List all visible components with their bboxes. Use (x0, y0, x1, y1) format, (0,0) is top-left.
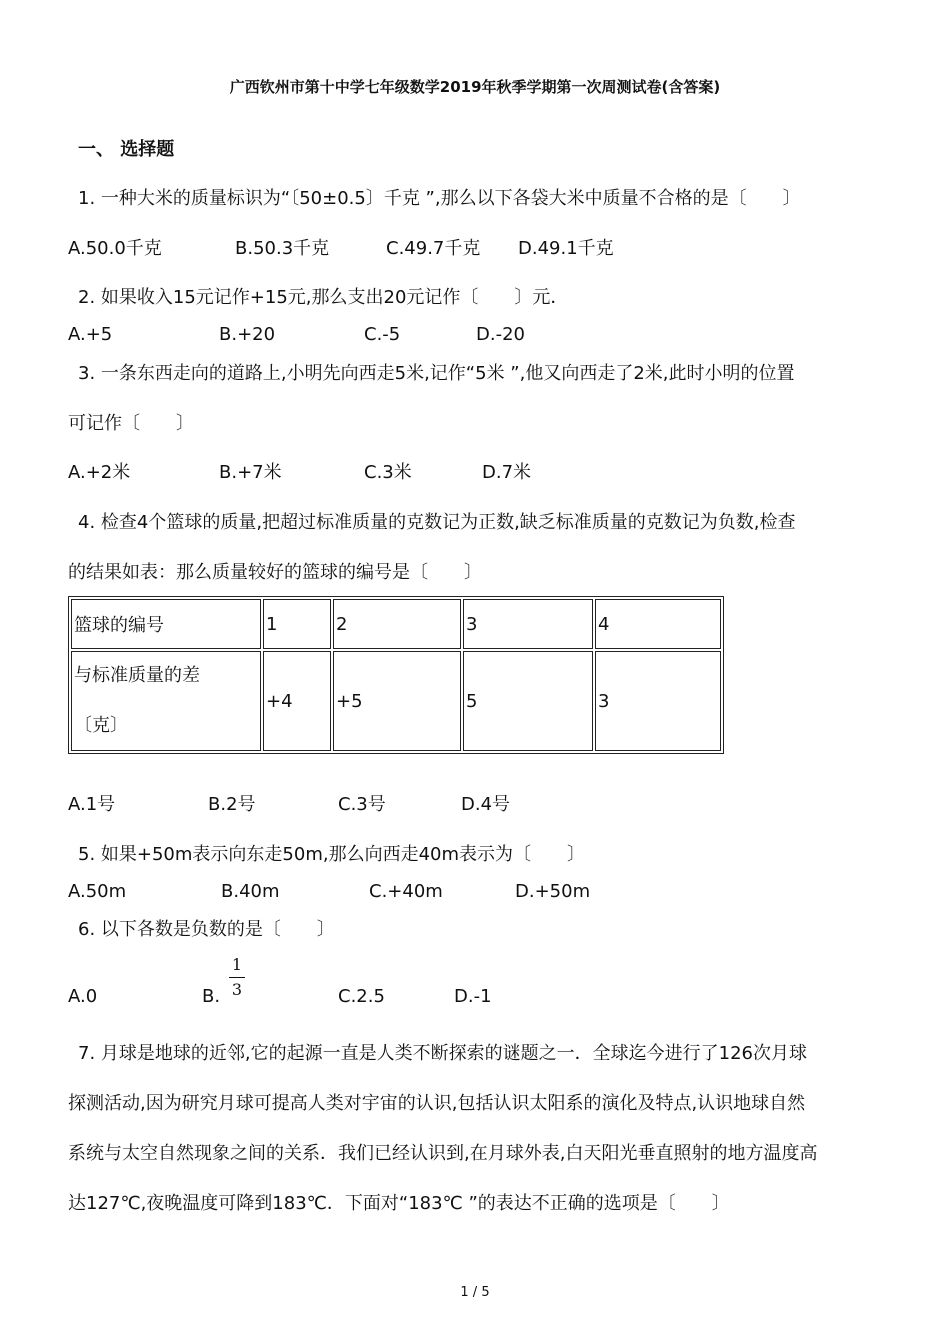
question-3-text-line2: 可记作〔 〕 (68, 413, 194, 434)
question-7-line4: 达127℃,夜晚温度可降到183℃．下面对“183℃ ”的表达不正确的选项是〔 〕 (68, 1193, 730, 1214)
q3-option-c: C.3米 (364, 462, 412, 483)
table-row (71, 651, 721, 751)
question-6-text: 6. 以下各数是负数的是〔 〕 (78, 919, 335, 940)
q3-option-a: A.+2米 (68, 462, 131, 483)
q2-option-a: A.+5 (68, 324, 113, 345)
q6-option-a: A.0 (68, 986, 98, 1007)
q1-option-d: D.49.1千克 (518, 238, 614, 259)
q5-option-c: C.+40m (369, 881, 443, 902)
q6-option-d: D.-1 (454, 986, 492, 1007)
table-header-line2: 〔克〕 (74, 715, 128, 736)
table-header-line1: 与标准质量的差 (74, 665, 200, 686)
page-title: 广西钦州市第十中学七年级数学2019年秋季学期第一次周测试卷(含答案) (229, 78, 721, 96)
table-cell: 2 (333, 599, 461, 649)
table-cell: 3 (595, 651, 721, 751)
page-number: 1 / 5 (460, 1285, 490, 1300)
table-cell: 4 (595, 599, 721, 649)
fraction-denominator: 3 (231, 980, 243, 999)
q3-option-b: B.+7米 (219, 462, 282, 483)
table-cell: 3 (463, 599, 593, 649)
basketball-table (68, 596, 724, 754)
q4-option-c: C.3号 (338, 794, 386, 815)
table-cell: 1 (263, 599, 331, 649)
q3-option-d: D.7米 (482, 462, 532, 483)
table-header-cell (71, 651, 261, 751)
one-third-fraction (229, 956, 245, 999)
section-heading: 一、 选择题 (78, 139, 175, 160)
question-4-text-line2: 的结果如表：那么质量较好的篮球的编号是〔 〕 (68, 562, 482, 583)
question-4-text-line1: 4. 检查4个篮球的质量,把超过标准质量的克数记为正数,缺乏标准质量的克数记为负数,检查 (78, 512, 796, 533)
table-cell: 5 (463, 651, 593, 751)
table-header-cell: 篮球的编号 (71, 599, 261, 649)
fraction-numerator: 1 (231, 955, 243, 974)
table-cell: +4 (263, 651, 331, 751)
q4-option-b: B.2号 (208, 794, 256, 815)
question-2-text: 2. 如果收入15元记作+15元,那么支出20元记作〔 〕元． (78, 287, 569, 308)
q5-option-b: B.40m (221, 881, 280, 902)
fraction-bar (229, 977, 245, 978)
question-3-text-line1: 3. 一条东西走向的道路上,小明先向西走5米,记作“5米 ”,他又向西走了2米,此时小明的位置 (78, 363, 795, 384)
q2-option-c: C.-5 (364, 324, 401, 345)
q2-option-d: D.-20 (476, 324, 525, 345)
question-1-text: 1. 一种大米的质量标识为“〔50±0.5〕千克 ”,那么以下各袋大米中质量不合格的是〔 〕 (78, 188, 801, 209)
q1-option-b: B.50.3千克 (235, 238, 330, 259)
question-7-line3: 系统与太空自然现象之间的关系．我们已经认识到,在月球外表,白天阳光垂直照射的地方温度高 (68, 1143, 818, 1164)
q4-option-a: A.1号 (68, 794, 116, 815)
q1-option-c: C.49.7千克 (386, 238, 481, 259)
question-5-text: 5. 如果+50m表示向东走50m,那么向西走40m表示为〔 〕 (78, 844, 586, 865)
q6-option-b: B. (202, 986, 221, 1007)
table-cell: +5 (333, 651, 461, 751)
q2-option-b: B.+20 (219, 324, 276, 345)
q5-option-d: D.+50m (515, 881, 591, 902)
q6-option-c: C.2.5 (338, 986, 385, 1007)
q4-option-d: D.4号 (461, 794, 511, 815)
q5-option-a: A.50m (68, 881, 127, 902)
question-7-line2: 探测活动,因为研究月球可提高人类对宇宙的认识,包括认识太阳系的演化及特点,认识地球自然 (68, 1093, 806, 1114)
table-row (71, 599, 721, 649)
question-7-line1: 7. 月球是地球的近邻,它的起源一直是人类不断探索的谜题之一．全球迄今进行了126次月球 (78, 1043, 807, 1064)
q1-option-a: A.50.0千克 (68, 238, 162, 259)
